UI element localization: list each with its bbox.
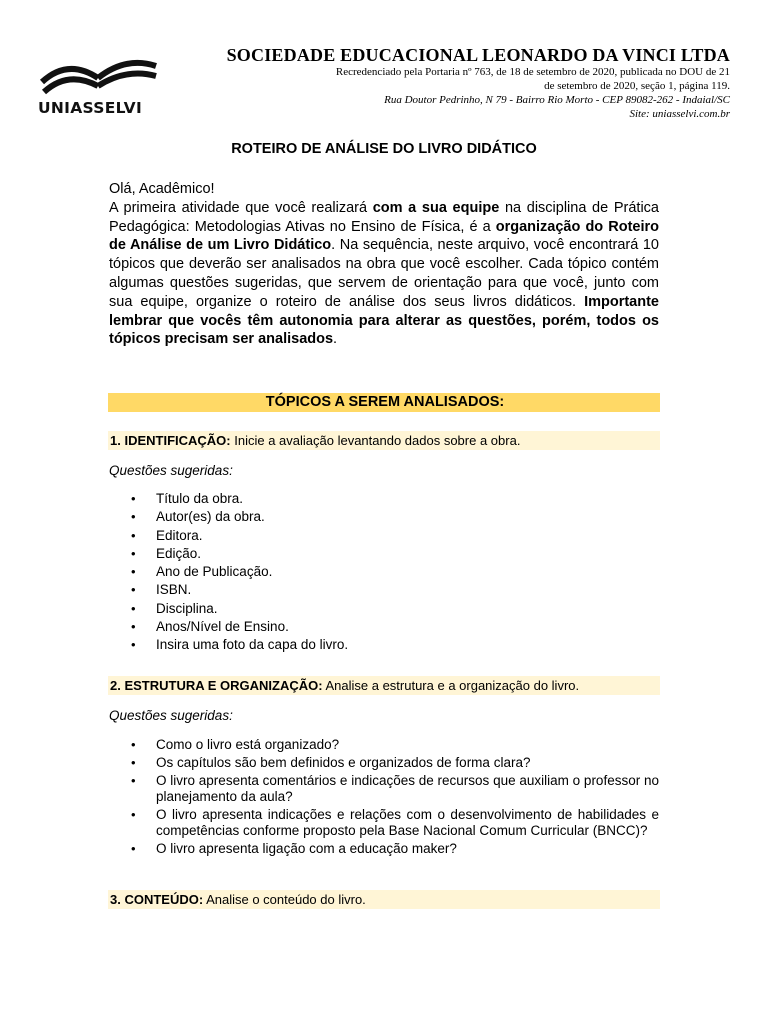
list-item: [109, 773, 659, 805]
uniasselvi-logo: [38, 52, 160, 122]
intro-bold: Importante lembrar que vocês têm autonomia para alterar as questões, porém, todos os tópicos precisam ser analisados: [109, 293, 659, 348]
suggested-questions-label: Questões sugeridas:: [109, 708, 233, 723]
item-text: O livro apresenta indicações e relações com o desenvolvimento de habilidades e competências conforme proposto pela Base Nacional Comum Curricular (BNCC)?: [156, 807, 659, 838]
item-text: Anos/Nível de Ensino.: [156, 619, 289, 635]
list-item: [109, 600, 659, 618]
intro-part: . Na sequência, neste arquivo, você encontrará 10 tópicos que deverão ser analisados na obra que você escolher. Cada tópico contém algumas questões sugeridas, que servem de orientação para que você, junto com sua equipe, organize o roteiro de análise dos seus livros didáticos.: [109, 237, 659, 310]
list-item: [109, 618, 659, 636]
organization-name: SOCIEDADE EDUCACIONAL LEONARDO DA VINCI LTDA: [226, 45, 730, 65]
bullet: •: [131, 582, 136, 598]
address: Rua Doutor Pedrinho, N 79 - Bairro Rio Morto - CEP 89082-262 - Indaial/SC: [384, 94, 730, 106]
bullet: •: [131, 600, 136, 616]
intro-part: na disciplina de Prática Pedagógica: Metodologias Ativas no Ensino de Física, é a: [109, 199, 659, 235]
bullet: •: [131, 564, 136, 580]
suggested-questions-label: Questões sugeridas:: [109, 463, 233, 478]
bullet: •: [131, 773, 136, 788]
topic-1-header: [108, 431, 660, 450]
list-item: [109, 563, 659, 581]
list-item: [109, 841, 659, 857]
bullet: •: [131, 807, 136, 822]
intro-text: [109, 180, 659, 349]
logo-text: UNIASSELVI: [38, 99, 143, 117]
topic-text: Analise o conteúdo do livro.: [203, 892, 366, 907]
letterhead: [0, 0, 768, 130]
list-item: [109, 636, 659, 654]
bullet: •: [131, 527, 136, 543]
document-title: ROTEIRO DE ANÁLISE DO LIVRO DIDÁTICO: [231, 141, 537, 157]
list-item: [109, 490, 659, 508]
item-text: Insira uma foto da capa do livro.: [156, 637, 349, 653]
topic-2-header: [108, 676, 660, 695]
list-item: [109, 581, 659, 599]
topic-1-list: [109, 490, 659, 655]
item-text: Autor(es) da obra.: [156, 509, 265, 525]
intro-part: A primeira atividade que você realizará: [109, 199, 373, 216]
bullet: •: [131, 637, 136, 653]
topic-label: 2. ESTRUTURA E ORGANIZAÇÃO:: [110, 678, 323, 693]
wings-icon: [38, 52, 160, 98]
item-text: O livro apresenta comentários e indicações de recursos que auxiliam o professor no planejamento da aula?: [156, 773, 659, 804]
intro-paragraph: [109, 199, 659, 349]
bullet: •: [131, 491, 136, 506]
topic-text: Inicie a avaliação levantando dados sobre a obra.: [230, 433, 521, 448]
topic-3-header: [108, 890, 660, 909]
item-text: Os capítulos são bem definidos e organizados de forma clara?: [156, 755, 531, 770]
accreditation-line-2: de setembro de 2020, seção 1, página 119.: [544, 79, 730, 92]
list-item: [109, 737, 659, 753]
list-item: [109, 527, 659, 545]
item-text: O livro apresenta ligação com a educação maker?: [156, 841, 457, 856]
topic-label: 3. CONTEÚDO:: [110, 892, 204, 907]
bullet: •: [131, 737, 136, 752]
intro-bold: com a sua equipe: [372, 199, 500, 216]
list-item: [109, 807, 659, 839]
website: Site: uniasselvi.com.br: [629, 108, 730, 120]
topic-text: Analise a estrutura e a organização do livro.: [322, 678, 580, 693]
topics-header: TÓPICOS A SEREM ANALISADOS:: [108, 393, 660, 412]
list-item: [109, 508, 659, 526]
topic-label: 1. IDENTIFICAÇÃO:: [110, 433, 231, 448]
bullet: •: [131, 755, 136, 770]
topic-2-list: [109, 737, 659, 859]
organization-info: [210, 44, 730, 121]
item-text: Editora.: [156, 527, 203, 543]
item-text: ISBN.: [156, 582, 192, 598]
intro-bold: organização do Roteiro de Análise de um Livro Didático: [109, 218, 659, 254]
item-text: Disciplina.: [156, 600, 218, 616]
greeting: Olá, Acadêmico!: [109, 181, 215, 197]
bullet: •: [131, 545, 136, 561]
list-item: [109, 545, 659, 563]
item-text: Como o livro está organizado?: [156, 737, 340, 752]
bullet: •: [131, 841, 136, 856]
item-text: Ano de Publicação.: [156, 564, 273, 580]
item-text: Edição.: [156, 545, 202, 561]
item-text: Título da obra.: [156, 491, 244, 506]
bullet: •: [131, 619, 136, 635]
accreditation-line-1: Recredenciado pela Portaria nº 763, de 18 de setembro de 2020, publicada no DOU de 21: [335, 66, 730, 78]
list-item: [109, 755, 659, 771]
bullet: •: [131, 509, 136, 525]
intro-part: .: [333, 331, 338, 348]
